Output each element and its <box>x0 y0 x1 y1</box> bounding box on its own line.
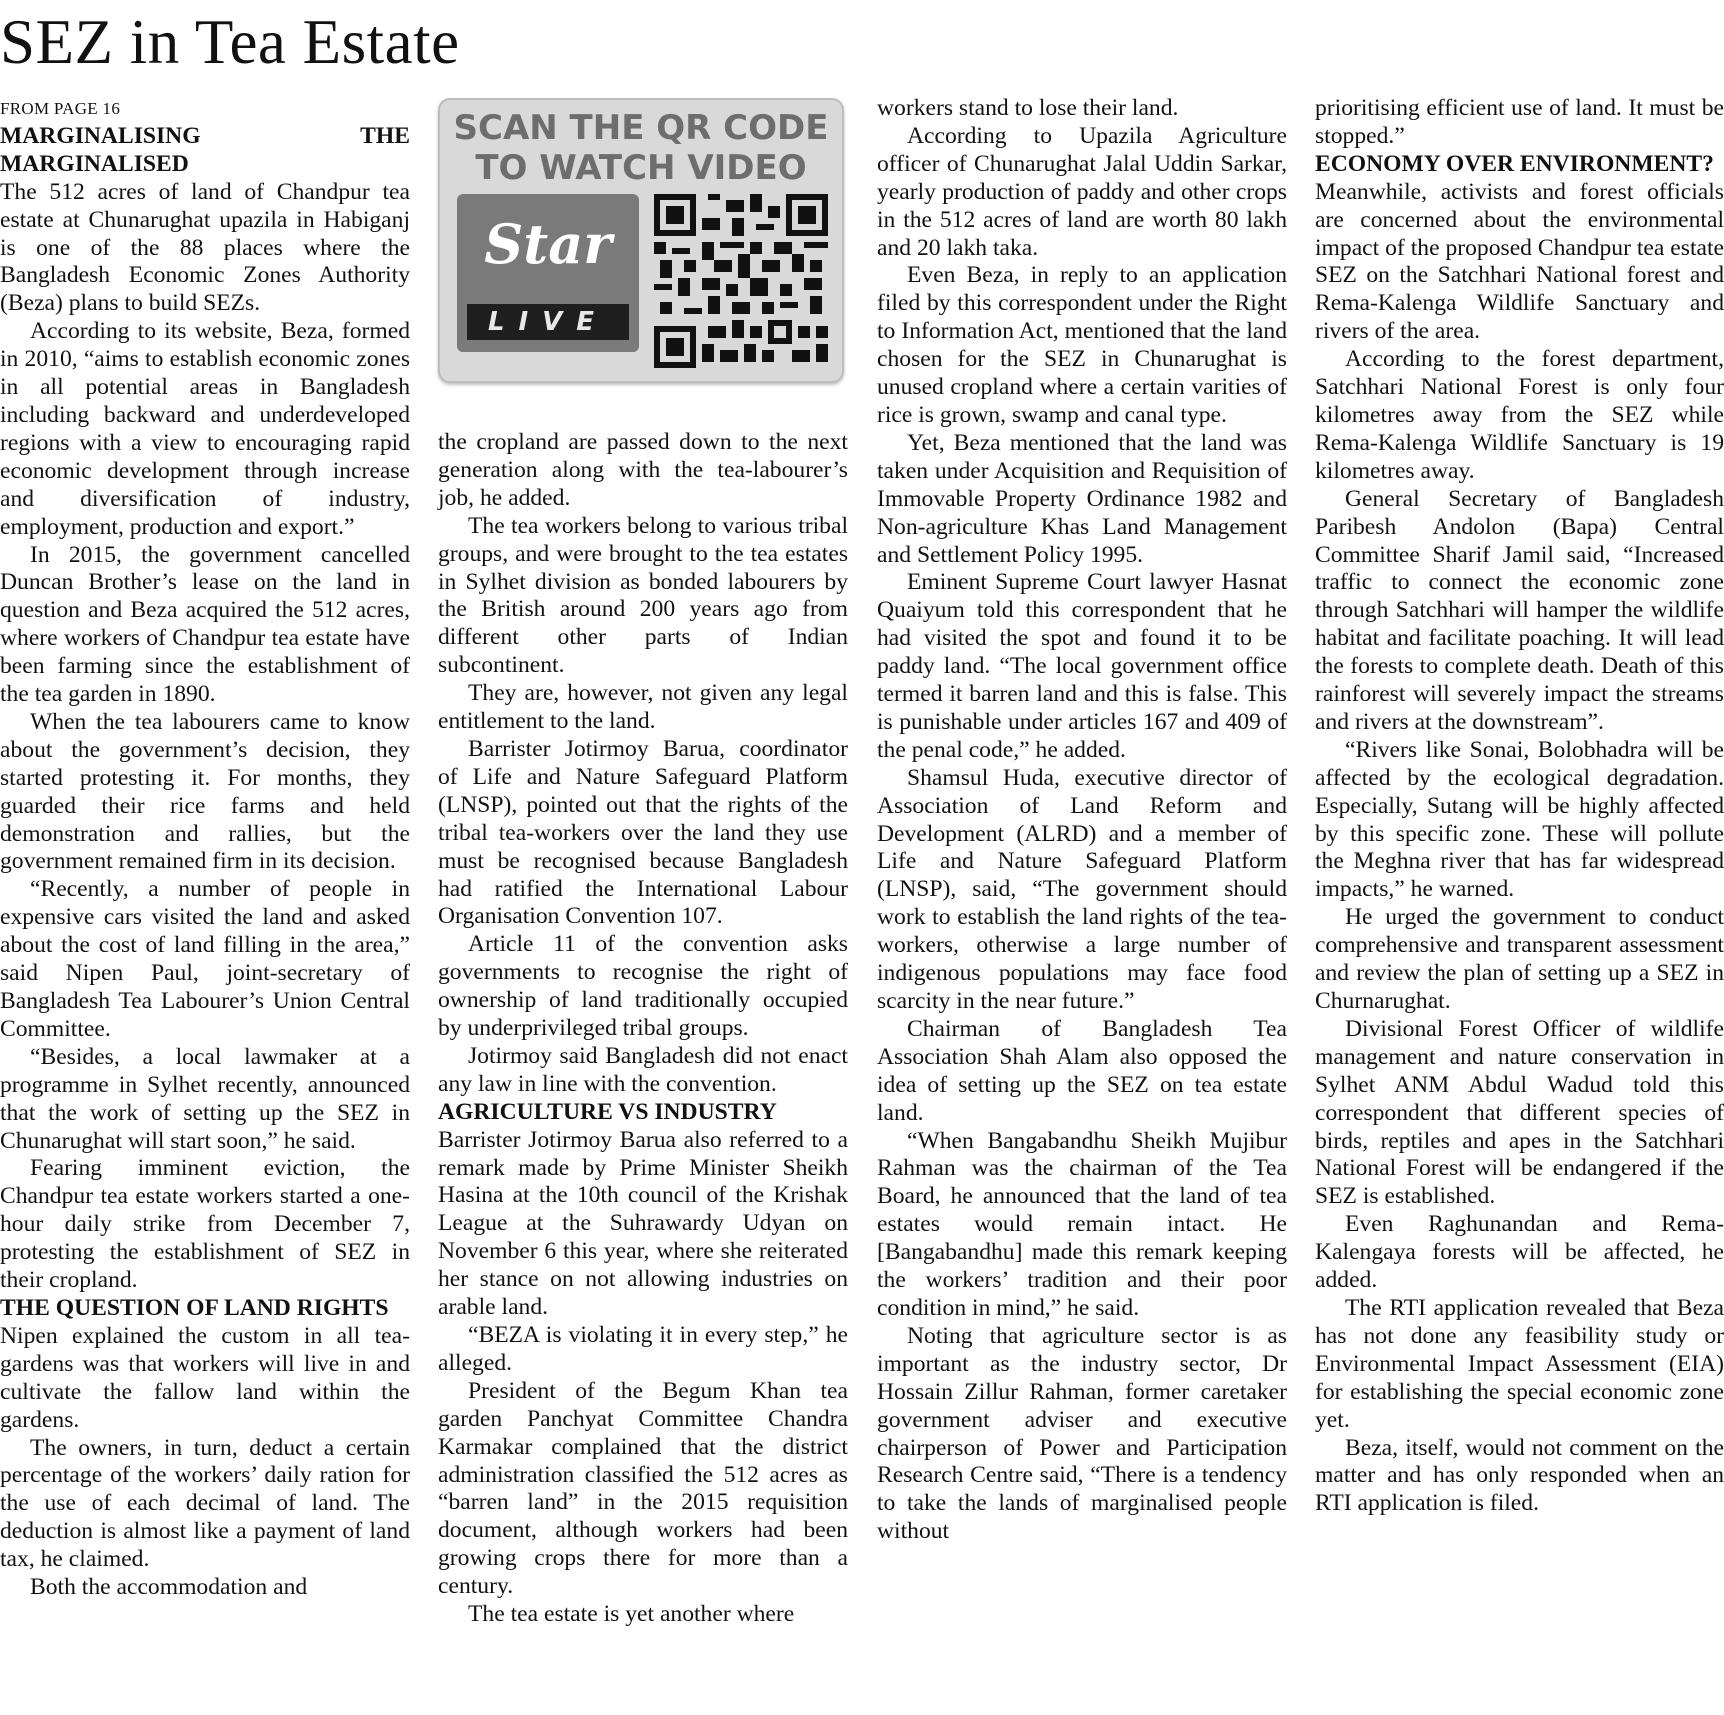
paragraph: Yet, Beza mentioned that the land was taken under Acquisition and Requisition of Immovable Property Ordinance 1982 and Non-agriculture Khas Land Management and Settlement Policy 1995. <box>877 429 1287 568</box>
paragraph: Divisional Forest Officer of wildlife management and nature conservation in Sylhet ANM Abdul Wadud told this correspondent that different species of birds, reptiles and apes in the Satchhari National Forest will be endangered if the SEZ is established. <box>1315 1015 1724 1210</box>
paragraph: Jotirmoy said Bangladesh did not enact any law in line with the convention. <box>438 1042 848 1097</box>
paragraph: He urged the government to conduct comprehensive and transparent assessment and review the plan of setting up a SEZ in Churnarughat. <box>1315 904 1724 1014</box>
section-heading-land-rights: THE QUESTION OF LAND RIGHTS <box>0 1294 389 1321</box>
paragraph: Article 11 of the convention asks governments to recognise the right of ownership of land traditionally occupied by underprivileged tribal groups. <box>438 931 848 1042</box>
qr-code-icon[interactable] <box>654 194 828 368</box>
paragraph: The 512 acres of land of Chandpur tea estate at Chunarughat upazila in Habiganj is one of the 88 places where the Bangladesh Economic Zones Authority (Beza) plans to build SEZs. <box>0 178 410 317</box>
paragraph: workers stand to lose their land. <box>877 95 1179 121</box>
paragraph: According to its website, Beza, formed in 2010, “aims to establish economic zones in all potential areas in Bangladesh including backward and underdeveloped regions with a view to encouraging rapid economic development through increase and diversification of industry, employment, production and export.” <box>0 318 410 540</box>
section-heading-agriculture: AGRICULTURE VS INDUSTRY <box>438 1098 777 1125</box>
continued-from-page: FROM PAGE 16 <box>0 99 121 118</box>
qr-video-promo[interactable] <box>438 98 844 383</box>
paragraph: “Rivers like Sonai, Bolobhadra will be affected by the ecological degradation. Especially, Sutang will be highly affected by this specific zone. These will pollute the Meghna river that has far widespread impacts,” he warned. <box>1315 736 1724 903</box>
paragraph: They are, however, not given any legal entitlement to the land. <box>438 680 848 735</box>
paragraph: According to Upazila Agriculture officer of Chunarughat Jalal Uddin Sarkar, yearly production of paddy and other crops in the 512 acres of land are worth 80 lakh and 20 lakh taka. <box>877 122 1287 261</box>
qr-caption-line2: TO WATCH VIDEO <box>475 148 807 188</box>
paragraph: When the tea labourers came to know about the government’s decision, they started protesting it. For months, they guarded their rice farms and held demonstration and rallies, but the government remained firm in its decision. <box>0 708 410 875</box>
qr-caption <box>440 108 842 188</box>
star-live-logo <box>457 194 639 352</box>
article-column-1 <box>0 95 410 1602</box>
paragraph: The tea estate is yet another where <box>468 1601 795 1628</box>
paragraph: President of the Begum Khan tea garden Panchyat Committee Chandra Karmakar complained that the district administration classified the 512 acres as “barren land” in the 2015 requisition document, although workers had been growing crops there for more than a century. <box>438 1377 848 1600</box>
paragraph: “Recently, a number of people in expensive cars visited the land and asked about the cost of land filling in the area,” said Nipen Paul, joint-secretary of Bangladesh Tea Labourer’s Union Central Committee. <box>0 876 410 1042</box>
article-column-2 <box>438 429 848 1629</box>
article-column-4 <box>1315 95 1724 1518</box>
paragraph: Shamsul Huda, executive director of Association of Land Reform and Development (ALRD) and a member of Life and Nature Safeguard Platform (LNSP), said, “The government should work to establish the land rights of the tea-workers, otherwise a large number of indigenous populations may face food scarcity in the near future.” <box>877 764 1287 1014</box>
paragraph: According to the forest department, Satchhari National Forest is only four kilometres away from the SEZ while Rema-Kalenga Wildlife Sanctuary is 19 kilometres away. <box>1315 346 1724 484</box>
paragraph: Even Raghunandan and Rema-Kalengaya forests will be affected, he added. <box>1315 1211 1724 1294</box>
paragraph: “BEZA is violating it in every step,” he alleged. <box>438 1322 848 1376</box>
paragraph: Eminent Supreme Court lawyer Hasnat Quaiyum told this correspondent that he had visited the spot and found it to be paddy land. “The local government office termed it barren land and this is false. This is punishable under articles 167 and 409 of the penal code,” he added. <box>877 569 1287 763</box>
paragraph: The owners, in turn, deduct a certain percentage of the workers’ daily ration for the use of each decimal of land. The deduction is almost like a payment of land tax, he claimed. <box>0 1434 410 1573</box>
paragraph: Meanwhile, activists and forest officials are concerned about the environmental impact of the proposed Chandpur tea estate SEZ on the Satchhari National forest and Rema-Kalenga Wildlife Sanctuary and rivers of the area. <box>1315 178 1724 345</box>
paragraph: Nipen explained the custom in all tea-gardens was that workers will live in and cultivate the fallow land within the gardens. <box>0 1322 410 1433</box>
paragraph: Barrister Jotirmoy Barua, coordinator of Life and Nature Safeguard Platform (LNSP), pointed out that the rights of the tribal tea-workers over the land they use must be recognised because Bangladesh had ratified the International Labour Organisation Convention 107. <box>438 735 848 930</box>
paragraph: Both the accommodation and <box>30 1574 308 1601</box>
paragraph: “When Bangabandhu Sheikh Mujibur Rahman was the chairman of the Tea Board, he announced that the land of tea estates would remain intact. He [Bangabandhu] made this remark keeping the workers’ tradition and their poor condition in mind,” he said. <box>877 1127 1287 1321</box>
article-column-3 <box>877 95 1287 1546</box>
paragraph: Barrister Jotirmoy Barua also referred to a remark made by Prime Minister Sheikh Hasina at the 10th council of the Krishak League at the Suhrawardy Udyan on November 6 this year, where she reiterated her stance on not allowing industries on arable land. <box>438 1126 848 1321</box>
paragraph: Beza, itself, would not comment on the matter and has only responded when an RTI application is filed. <box>1315 1434 1724 1517</box>
paragraph: Noting that agriculture sector is as important as the industry sector, Dr Hossain Zillur Rahman, former caretaker government adviser and executive chairperson of Power and Participation Research Centre said, “There is a tendency to take the lands of marginalised people without <box>877 1322 1287 1545</box>
paragraph: The tea workers belong to various tribal groups, and were brought to the tea estates in Sylhet division as bonded labourers by the British around 200 years ago from different other parts of Indian subcontinent. <box>438 512 848 679</box>
section-heading-marginalising: MARGINALISING THE MARGINALISED <box>0 122 410 177</box>
paragraph: General Secretary of Bangladesh Paribesh Andolon (Bapa) Central Committee Sharif Jamil said, “Increased traffic to connect the economic zone through Satchhari will hamper the wildlife habitat and facilitate poaching. It will lead the forests to complete death. Death of this rainforest will severely impact the streams and rivers at the downstream”. <box>1315 485 1724 735</box>
paragraph: In 2015, the government cancelled Duncan Brother’s lease on the land in question and Beza acquired the 512 acres, where workers of Chandpur tea estate have been farming since the establishment of the tea garden in 1890. <box>0 541 410 708</box>
paragraph: prioritising efficient use of land. It must be stopped.” <box>1315 95 1724 149</box>
paragraph: the cropland are passed down to the next generation along with the tea-labourer’s job, he added. <box>438 429 848 511</box>
paragraph: The RTI application revealed that Beza has not done any feasibility study or Environmental Impact Assessment (EIA) for establishing the special economic zone yet. <box>1315 1294 1724 1433</box>
paragraph: “Besides, a local lawmaker at a programme in Sylhet recently, announced that the work of setting up the SEZ in Chunarughat will start soon,” he said. <box>0 1043 410 1154</box>
paragraph: Fearing imminent eviction, the Chandpur tea estate workers started a one-hour daily strike from December 7, protesting the establishment of SEZ in their cropland. <box>0 1155 410 1294</box>
paragraph: Even Beza, in reply to an application filed by this correspondent under the Right to Information Act, mentioned that the land chosen for the SEZ in Chunarughat is unused cropland where a certain varities of rice is grown, swamp and canal type. <box>877 262 1287 428</box>
qr-caption-line1: SCAN THE QR CODE <box>453 108 829 148</box>
paragraph: Chairman of Bangladesh Tea Association Shah Alam also opposed the idea of setting up the SEZ on tea estate land. <box>877 1015 1287 1126</box>
star-logo-word: Star <box>484 212 612 276</box>
section-heading-economy: ECONOMY OVER ENVIRONMENT? <box>1315 150 1714 177</box>
headline: SEZ in Tea Estate <box>0 7 460 77</box>
star-logo-live: LIVE <box>467 304 629 340</box>
